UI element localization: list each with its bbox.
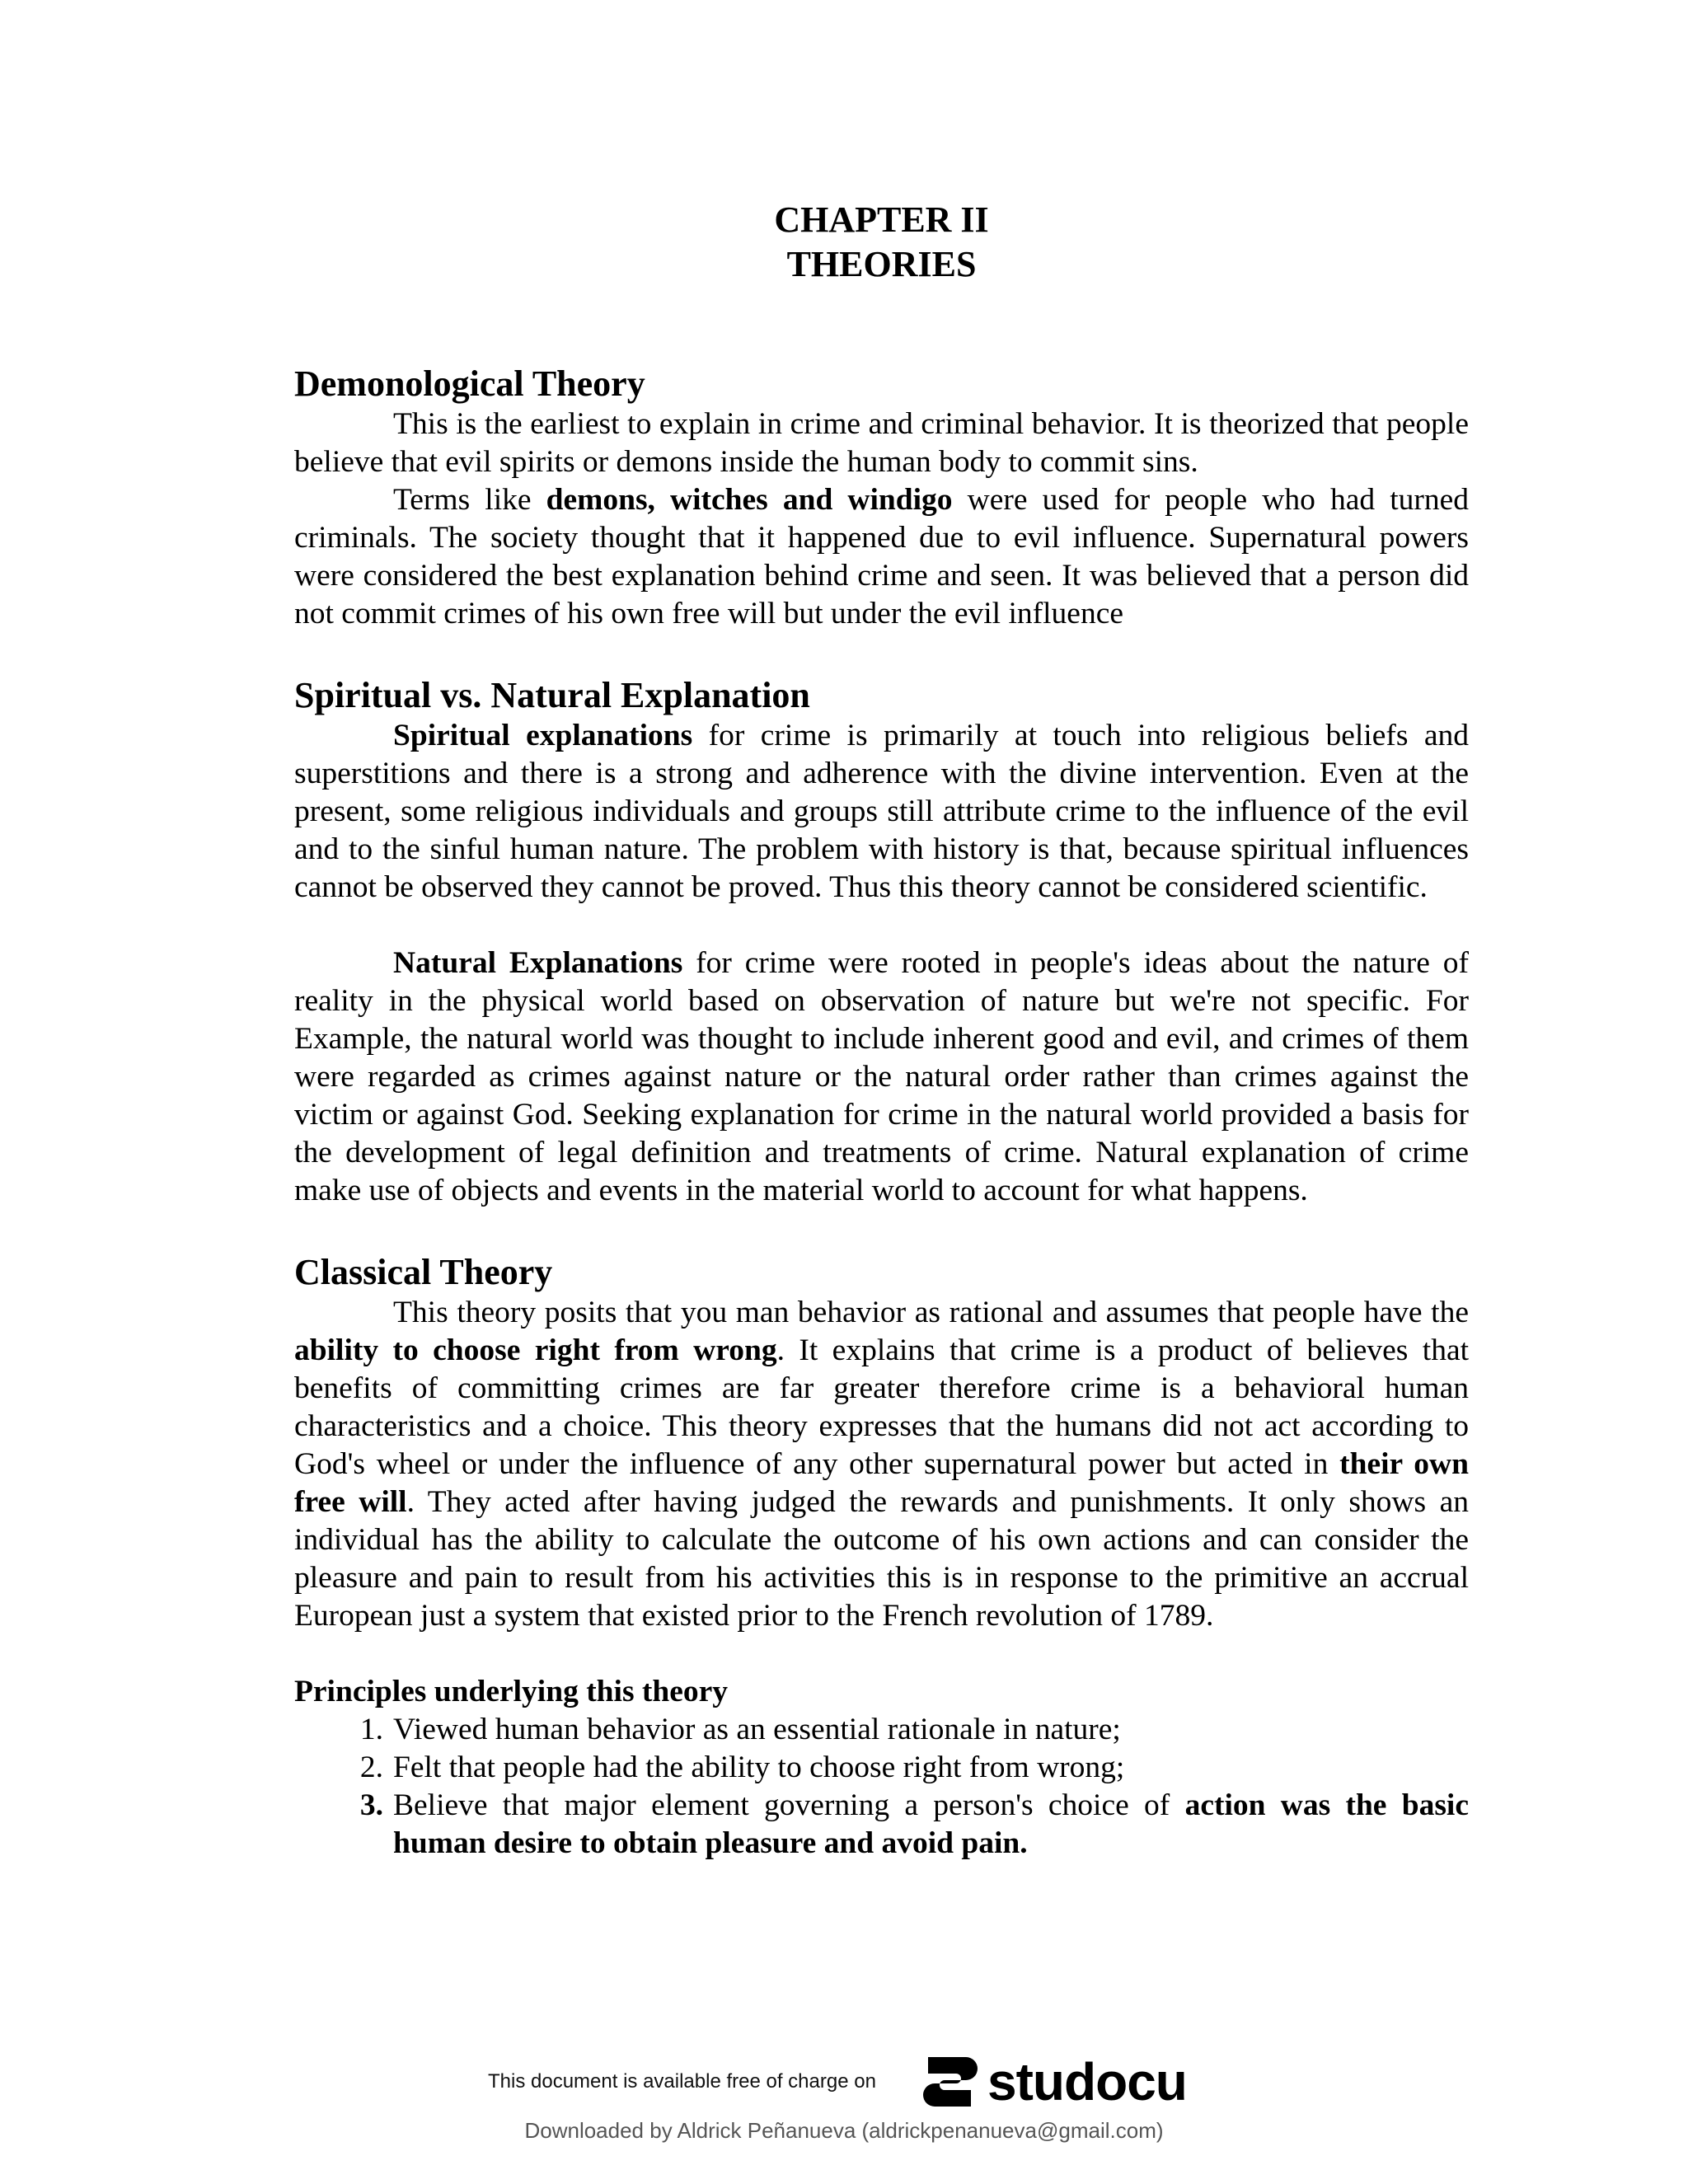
text-run: This theory posits that you man behavior as rational and assumes that people have the	[393, 1296, 1469, 1329]
paragraph-demonological-2	[294, 481, 1469, 633]
text-run: Terms like	[393, 483, 546, 517]
bold-text-run: Natural Explanations	[393, 946, 683, 980]
paragraph-demonological-1: This is the earliest to explain in crime and criminal behavior. It is theorized that people believe that evil spirits or demons inside the human body to commit sins.	[294, 407, 1469, 479]
bold-text-run: demons, witches and windigo	[546, 483, 953, 517]
document-page	[294, 198, 1469, 1863]
bold-text-run: their own free will	[294, 1447, 1469, 1519]
paragraph-spiritual	[294, 717, 1469, 907]
section-heading-demonological: Demonological Theory	[294, 363, 645, 404]
list-item	[359, 1787, 1469, 1863]
text-run: were used for people who had turned criminals. The society thought that it happened due to evil influence. Supernatural powers were considered the best explanation behind crime and seen. It was believed that a person did not commit crimes of his own free will but under the evil influence	[294, 483, 1469, 630]
studocu-logo[interactable]	[917, 2049, 1187, 2115]
availability-text: This document is available free of charge on	[488, 2070, 876, 2093]
list-item-text: Felt that people had the ability to choose right from wrong;	[393, 1750, 1125, 1784]
list-number: 2.	[359, 1750, 383, 1784]
bold-text-run: ability to choose right from wrong	[294, 1333, 777, 1367]
bold-text-run: Spiritual explanations	[393, 719, 693, 752]
list-item-text: Viewed human behavior as an essential rationale in nature;	[393, 1713, 1121, 1746]
text-run: . They acted after having judged the rewards and punishments. It only shows an individual has the ability to calculate the outcome of his own actions and can consider the pleasure and pain to result from his activities this is in response to the primitive an accrual European just a system that existed prior to the French revolution of 1789.	[294, 1485, 1469, 1633]
list-number: 3.	[359, 1788, 383, 1822]
text-run: for crime is primarily at touch into religious beliefs and superstitions and there is a strong and adherence with the divine intervention. Even at the present, some religious individuals and groups still attribute crime to the influence of the evil and to the sinful human nature. The problem with history is that, because spiritual influences cannot be observed they cannot be proved. Thus this theory cannot be considered scientific.	[294, 719, 1469, 904]
brand-name: studocu	[987, 2052, 1187, 2111]
footer-banner	[0, 2042, 1688, 2116]
principles-list	[294, 1711, 1469, 1863]
chapter-number: CHAPTER II	[774, 199, 989, 240]
paragraph-classical	[294, 1294, 1469, 1635]
text-run: for crime were rooted in people's ideas about the nature of reality in the physical world based on observation of nature but we're not specific. For Example, the natural world was thought to include inherent good and evil, and crimes of them were regarded as crimes against nature or the natural order rather than crimes against the victim or against God. Seeking explanation for crime in the natural world provided a basis for the development of legal definition and treatments of crime. Natural explanation of crime make use of objects and events in the material world to account for what happens.	[294, 946, 1469, 1207]
studocu-mark-icon	[917, 2049, 982, 2115]
list-number: 1.	[359, 1713, 383, 1746]
section-heading-classical: Classical Theory	[294, 1252, 553, 1292]
downloaded-by-text: Downloaded by Aldrick Peñanueva (aldrickpenanueva@gmail.com)	[524, 2118, 1164, 2143]
paragraph-natural	[294, 944, 1469, 1210]
principles-heading: Principles underlying this theory	[294, 1675, 729, 1708]
section-heading-spiritual: Spiritual vs. Natural Explanation	[294, 675, 810, 715]
list-item-text: Believe that major element governing a person's choice of	[393, 1788, 1185, 1822]
text-run: . It explains that crime is a product of believes that benefits of committing crimes are far greater therefore crime is a behavioral human characteristics and a choice. This theory expresses that the humans did not act according to God's wheel or under the influence of any other supernatural power but acted in	[294, 1333, 1470, 1481]
chapter-title: THEORIES	[786, 244, 977, 284]
list-item	[359, 1749, 1469, 1787]
list-item	[359, 1711, 1469, 1749]
bold-text-run: action was the basic human desire to obtain pleasure and avoid pain.	[393, 1788, 1469, 1860]
